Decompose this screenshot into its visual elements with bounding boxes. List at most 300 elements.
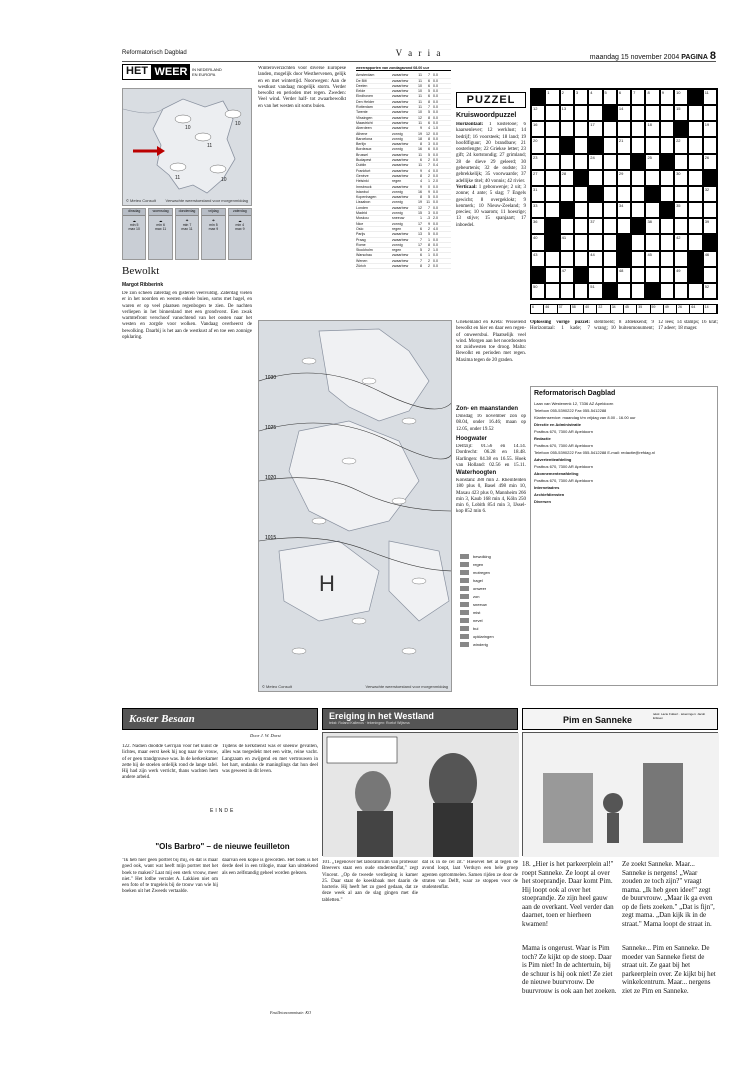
crossword-block (603, 283, 617, 299)
colophon-line: Diversen (534, 499, 551, 504)
crossword-cell[interactable] (588, 234, 602, 250)
solution-cell[interactable]: 35 (637, 305, 650, 313)
temperature-row: Den Helder zwaarbew 11 8 0.0 (356, 100, 451, 105)
colophon-line: Archiefdiensten (534, 492, 565, 497)
crossword-cell[interactable]: 37 (588, 218, 602, 234)
crossword-cell[interactable] (545, 121, 559, 137)
crossword-cell[interactable] (631, 234, 645, 250)
temperature-row: Vlissingen zwaarbew 12 8 0.0 (356, 116, 451, 121)
crossword-cell[interactable] (560, 283, 574, 299)
crossword-cell[interactable] (688, 283, 702, 299)
crossword-cell[interactable] (674, 251, 688, 267)
pim-text2: Mama is ongerust. Waar is Pim toch? Ze kijkt op de stoep. Daar is Pim niet! In de achtertuin, bij de schuur is hij ook niet! Ze ziet de nieuwe buurvrouw. De buurvrouw is ook aan het zoeken. (522, 944, 617, 995)
solution-cell[interactable]: 40 (584, 305, 597, 313)
crossword-cell[interactable]: 2 (560, 89, 574, 105)
crossword-cell[interactable]: 11 (703, 89, 717, 105)
crossword-cell[interactable] (688, 121, 702, 137)
crossword-cell[interactable]: 16 (531, 121, 545, 137)
crossword-cell[interactable]: 20 (531, 137, 545, 153)
crossword-block (560, 202, 574, 218)
solution-cell[interactable]: 14 (704, 305, 717, 313)
crossword-cell[interactable]: 52 (703, 283, 717, 299)
crossword-cell[interactable] (617, 121, 631, 137)
isobar-label: 1020 (265, 475, 277, 481)
colophon-line: Advertentieafdeling (534, 457, 572, 462)
crossword-cell[interactable] (688, 154, 702, 170)
solution-cell[interactable]: 58 (571, 305, 584, 313)
crossword-cell[interactable] (560, 218, 574, 234)
crossword-cell[interactable] (688, 234, 702, 250)
forecast-day-3: donderdag ☂ min 7 max 11 (175, 208, 199, 260)
crossword-cell[interactable] (674, 283, 688, 299)
forecast-day-1: dinsdag ☁ min 5 max 10 (122, 208, 146, 260)
strip-text2: dat ik in de cel zit." Hiesevel het al tegen de avond loopt, laat Verduyn een hele groep agenten optrommelen. Samen rijden ze door de straten van Delft, waar ze stoppen voor de studentenflat. (422, 860, 518, 891)
pim-text1: 18. „Hier is het parkeerplein al!" roept Sanneke. Ze loopt al over het stoeprandje. Daar komt Pim. Hij loopt ook al over het stoeprandje. Ze zijn heel gauw aan de overkant. Veel verder dan daarnet, toen er hierheen kwamen! (522, 860, 614, 928)
crossword-cell[interactable]: 21 (617, 137, 631, 153)
puzzle-clues: Horizontaal: 1 kostelooe; 6 kaarsenlever; 12 werklust; 14 bedrijf; 16 voorsteek; 18 land; 19 hoofdfiguur; 20 brandbare; 21 oosterlengte; 22 Griekse letter; 23 gift; 24 kortstondig; 27 grimland; 28 de dieve 29 geleerd; 30 gebeurtenis; 32 de oudste; 33 gebrekkelijk; 35 voorwaarde; 37 adellijke titel; 40 vonnis; 42 rivier. Verticaal: 1 gebouwenje; 2 uit; 3 zonne; 4 ante; 5 slag; 7 Engels gewicht; 8 overgeklokt; 9 kenmerk; 10 Nieuw-Zeeland; 9 precies; 10 waarom; 11 hoesrige; 13 stijve; 15 spanjaart; 17 inboedel. (456, 122, 526, 228)
crossword-block (688, 267, 702, 283)
temperature-row: Zürich zwaarbew 8 2 0.0 (356, 264, 451, 269)
day-forecast-row (122, 208, 252, 260)
crossword-cell[interactable] (545, 154, 559, 170)
temperature-row: Athene zonnig 19 12 0.0 (356, 132, 451, 137)
temperature-row: Moskou sneeuw 1 -3 2.0 (356, 216, 451, 221)
crossword-cell[interactable] (545, 105, 559, 121)
crossword-cell[interactable] (603, 202, 617, 218)
solution-cell[interactable]: 6 (531, 305, 544, 313)
crossword-cell[interactable]: 12 (531, 105, 545, 121)
crossword-cell[interactable] (631, 170, 645, 186)
crossword-cell[interactable] (545, 170, 559, 186)
crossword-cell[interactable] (617, 154, 631, 170)
crossword-cell[interactable] (631, 202, 645, 218)
svg-text:11: 11 (175, 175, 181, 181)
temperature-row: Warschau zwaarbew 6 1 0.0 (356, 253, 451, 258)
crossword-cell[interactable]: 42 (674, 234, 688, 250)
temperature-row: Oslo regen 6 2 4.0 (356, 227, 451, 232)
crossword-cell[interactable]: 34 (617, 202, 631, 218)
svg-text:11: 11 (207, 143, 213, 149)
crossword-cell[interactable] (688, 170, 702, 186)
crossword-cell[interactable] (631, 121, 645, 137)
temperature-row: Rome zonnig 17 8 0.0 (356, 243, 451, 248)
temperature-row: Barcelona zonnig 18 8 0.0 (356, 137, 451, 142)
crossword-cell[interactable] (560, 186, 574, 202)
crossword-cell[interactable] (574, 202, 588, 218)
colophon-line: Redactie (534, 436, 551, 441)
crossword-cell[interactable] (703, 137, 717, 153)
crossword-cell[interactable] (603, 267, 617, 283)
crossword-cell[interactable] (660, 186, 674, 202)
temperature-row: Berlijn zwaarbew 8 3 0.0 (356, 142, 451, 147)
netherlands-weather-map (122, 88, 252, 206)
pim-text3: Ze zoekt Sanneke. Maar... Sanneke is nergens! „Waar zouden ze toch zijn?" vraagt mama. „Ik heb geen idee!" zegt de buurvrouw. „Maar ik ga even op de fiets zoeken." „Dat is fijn", zegt mama. „Dan kijk ik in de straat." Mama loopt de straat in. (622, 860, 715, 928)
crossword-cell[interactable] (660, 121, 674, 137)
temperature-row: Rotterdam zwaarbew 11 7 0.0 (356, 105, 451, 110)
feuilleton-col1: "Ik heb hier geen portret bij mij, en dat is maar goed ook, want wat heeft mijn portret met het boek te maken? Laat mij een sterk vrouw, meer niet." Het lotlbe verralet A. Lakkien niet om een foto of te trugeleis bij de trouw van wie hij boeken uit het Zweeds vertaalde. (122, 858, 218, 895)
ww-text: Konstanz 380 min 2. Rheinfelden 180 plus 0, Basel 498 min 10, Maxau 423 plus 0, Mannheim 266 min 3, Kaub 168 min 4, Köln 250 min 6, Lobith 854 min 3, IJssel-kop 852 min 6. (456, 478, 526, 515)
crossword-cell[interactable] (545, 251, 559, 267)
crossword-cell[interactable] (631, 137, 645, 153)
solution-cell[interactable]: 22 (597, 305, 610, 313)
crossword-cell[interactable] (588, 267, 602, 283)
weather-legend: bewolking regen motregen hagel onweer zon sneeuw mist nevel bui opklaringen winderig (456, 552, 526, 648)
weather-heading: Bewolkt (122, 265, 160, 277)
crossword-cell[interactable] (545, 267, 559, 283)
crossword-cell[interactable]: 29 (617, 170, 631, 186)
svg-text:10: 10 (221, 177, 227, 183)
crossword-block (588, 137, 602, 153)
crossword-cell[interactable] (560, 121, 574, 137)
temperature-row: Bordeaux zonnig 16 6 0.0 (356, 147, 451, 152)
europe-weather-map (258, 320, 452, 692)
crossword-cell[interactable]: 5 (603, 89, 617, 105)
crossword-cell[interactable] (603, 186, 617, 202)
crossword-cell[interactable] (617, 186, 631, 202)
colophon (530, 386, 718, 686)
crossword-cell[interactable]: 45 (645, 251, 659, 267)
temperature-row: Londen zwaarbew 12 7 0.0 (356, 206, 451, 211)
crossword-cell[interactable] (645, 202, 659, 218)
colophon-line: Postbus 670, 7300 AR Apeldoorn (534, 478, 593, 483)
temperature-row: Maastricht zwaarbew 11 6 0.0 (356, 121, 451, 126)
weather-byline: Margot Ribberink (122, 282, 164, 288)
temperature-row: Genève zwaarbew 8 2 0.0 (356, 174, 451, 179)
crossword-cell[interactable] (631, 186, 645, 202)
crossword-cell[interactable] (688, 202, 702, 218)
newspaper-name: Reformatorisch Dagblad (122, 50, 187, 56)
crossword-cell[interactable]: 8 (645, 89, 659, 105)
crossword-cell[interactable] (574, 234, 588, 250)
solution-cell[interactable]: 59 (651, 305, 664, 313)
crossword-cell[interactable] (545, 137, 559, 153)
koster-banner: Koster Besaan (122, 708, 318, 730)
strip-text1: 101. „Tegenover het laboratorium van professor Breevers staat een oude studentenflat," zegt Vincent. „Op de tweede verdieping is kamer 25. Daar staat de koeskbaak met daarin de bacterie. Hij heeft het zo goed gedaan, dat ze deze week al aan de slag gingen met die tabletten." (322, 860, 418, 903)
feuilleton-credit: Feuilletoncommissie: KO (270, 1010, 311, 1015)
high-pressure-label: H (319, 571, 335, 596)
crossword-cell[interactable] (631, 283, 645, 299)
solution-cell[interactable]: 45 (624, 305, 637, 313)
crossword-cell[interactable]: 17 (588, 121, 602, 137)
crossword-cell[interactable] (603, 251, 617, 267)
crossword-cell[interactable] (617, 283, 631, 299)
crossword-cell[interactable] (560, 251, 574, 267)
crossword-cell[interactable] (603, 170, 617, 186)
solution-strip (530, 304, 718, 314)
crossword-cell[interactable]: 14 (617, 105, 631, 121)
crossword-block (603, 105, 617, 121)
crossword-block (574, 170, 588, 186)
crossword-cell[interactable]: 4 (588, 89, 602, 105)
crossword-cell[interactable] (674, 186, 688, 202)
crossword-cell[interactable] (574, 251, 588, 267)
temperature-row: Twente zwaarbew 10 5 0.0 (356, 110, 451, 115)
svg-text:10: 10 (235, 121, 241, 127)
crossword-block (631, 218, 645, 234)
crossword-cell[interactable] (631, 251, 645, 267)
crossword-cell[interactable] (674, 154, 688, 170)
crossword-block (688, 89, 702, 105)
crossword-cell[interactable]: 25 (645, 154, 659, 170)
pim-text4: Sanneke... Pim en Sanneke. De moeder van Sanneke fietst de straat uit. Ze gaat bij het parkeerplein over. Ze kijkt bij het winkelcentrum. Maar... nergens ziet ze Pim en Sanneke. (622, 944, 716, 995)
crossword-cell[interactable]: 32 (703, 186, 717, 202)
temperature-row: De Bilt zwaarbew 11 6 0.0 (356, 79, 451, 84)
solution-cell[interactable]: 34 (611, 305, 624, 313)
crossword-cell[interactable]: 31 (531, 186, 545, 202)
crossword-cell[interactable]: 51 (588, 283, 602, 299)
temperature-row: Praag zwaarbew 7 1 0.0 (356, 238, 451, 243)
strip-panel (322, 732, 518, 856)
crossword-block (645, 186, 659, 202)
crossword-cell[interactable] (617, 218, 631, 234)
crossword-cell[interactable]: 41 (560, 234, 574, 250)
crossword-block (545, 218, 559, 234)
temperature-row: Nice zonnig 17 9 0.0 (356, 222, 451, 227)
crossword-cell[interactable]: 30 (674, 170, 688, 186)
sun-title: Zon- en maanstanden (456, 406, 519, 412)
crossword-cell[interactable] (603, 137, 617, 153)
crossword-cell[interactable]: 43 (531, 251, 545, 267)
weather-intro: De zon scheen zaterdag en gisteren veelvuldig. Zaterdag vielen er in het noorden en westen enkele buien, soms met hagel, en waren er op veel plaatsen regenbogen te zien. De nachten verliepen in het binnenland met een grondvorst. Een zwak warmtefront verschoof vanochtend van het oosten naar het westen en zorgde voor wolken. Vandaag overheerst de bewolking. Daarbij is het aan de westkust af en toe een zonnige opklaring. (122, 291, 252, 341)
crossword-cell[interactable] (603, 234, 617, 250)
crossword-cell[interactable] (660, 251, 674, 267)
crossword-cell[interactable] (645, 234, 659, 250)
crossword-cell[interactable]: 15 (674, 105, 688, 121)
strip-banner: Ereiging in het Westland tekst: Roland Kallenos · tekeningen: Roelof Wijtsma (322, 708, 518, 730)
temperature-row: Budapest zwaarbew 6 2 0.0 (356, 158, 451, 163)
crossword-cell[interactable]: 36 (531, 218, 545, 234)
temperature-row: Eindhoven zwaarbew 11 6 0.0 (356, 94, 451, 99)
crossword-cell[interactable] (660, 283, 674, 299)
crossword-block (688, 251, 702, 267)
temperature-row: Lissabon zonnig 19 11 0.0 (356, 200, 451, 205)
europe-map-credit: © Meteo Consult (262, 684, 292, 689)
crossword-cell[interactable] (574, 121, 588, 137)
section-title: V a r i a (395, 48, 443, 58)
crossword-cell[interactable] (545, 283, 559, 299)
crossword-cell[interactable]: 6 (617, 89, 631, 105)
crossword-cell[interactable]: 33 (531, 202, 545, 218)
temperature-row: Kopenhagen zwaarbew 8 5 0.0 (356, 195, 451, 200)
crossword-cell[interactable] (574, 105, 588, 121)
temperature-row: Eelde zwaarbew 10 5 0.0 (356, 89, 451, 94)
feuilleton-title: "Ols Barbro" – de nieuwe feuilleton (155, 842, 290, 851)
crossword-cell[interactable] (688, 137, 702, 153)
crossword-block (660, 154, 674, 170)
crossword-cell[interactable]: 48 (617, 267, 631, 283)
crossword-grid[interactable] (530, 88, 718, 300)
weather-europe-text: Winteroverzichten voor diverse Europese landen, mogelijk door Westhervenen, gelijk en en met wintertijd. Noorwegen: Aan de westkust vandaag mogelijk storm. Verder bewolkt en perioden met regen. Zweden: Veel wind. Verder half- tot zwaarbewolkt en van het westen uit soms buien. (258, 66, 346, 109)
map-caption: Verwachte weerstoestand voor morgenmiddag (165, 198, 248, 203)
svg-text:10: 10 (185, 125, 191, 131)
crossword-cell[interactable] (603, 218, 617, 234)
crossword-cell[interactable]: 40 (531, 234, 545, 250)
temperature-row: Madrid zonnig 15 3 0.0 (356, 211, 451, 216)
crossword-block (660, 202, 674, 218)
crossword-cell[interactable] (645, 105, 659, 121)
crossword-cell[interactable]: 47 (560, 267, 574, 283)
crossword-cell[interactable] (603, 121, 617, 137)
crossword-cell[interactable] (645, 267, 659, 283)
temperature-row: Aberdeen zwaarbew 9 4 1.0 (356, 126, 451, 131)
crossword-cell[interactable] (574, 218, 588, 234)
puzzle-solution: Oplossing vorige puzzel: Horizontaal: 1 kade; 7 stemtoeld; 8 afdekkend; 9 wrang; 10 buitenmonument; 12 lees; 14 stamps; 16 krat; 17 adeer; 18 mager. (530, 320, 718, 332)
crossword-cell[interactable] (631, 267, 645, 283)
crossword-cell[interactable]: 44 (588, 251, 602, 267)
crossword-block (588, 186, 602, 202)
crossword-block (560, 137, 574, 153)
temperature-row: Parijs zwaarbew 13 5 0.0 (356, 232, 451, 237)
forecast-day-5: zaterdag ☁ min 4 max 9 (228, 208, 252, 260)
koster-col2: Tijdens de kerkdienst was er sneeuw gevallen, alles was toegedekt met een witte, reine vacht. Langzaam en zwijgend en met vertrouwen in het hart, ondanks de maninglings dat hun deel was geweest in dit leven. (222, 744, 318, 775)
crossword-block (574, 267, 588, 283)
puzzle-logo: PUZZEL (456, 92, 526, 108)
pim-panel (522, 732, 718, 856)
crossword-cell[interactable] (603, 154, 617, 170)
crossword-cell[interactable]: 10 (674, 89, 688, 105)
crossword-cell[interactable] (574, 186, 588, 202)
crossword-cell[interactable] (560, 154, 574, 170)
crossword-cell[interactable] (574, 283, 588, 299)
temperature-row: Wenen zwaarbew 7 2 0.0 (356, 259, 451, 264)
weather-logo: HET WEER IN NEDERLAND EN EUROPA (122, 64, 202, 86)
colophon-line: Postbus 670, 7300 AR Apeldoorn (534, 429, 593, 434)
crossword-cell[interactable]: 19 (703, 121, 717, 137)
isobar-label: 1030 (265, 375, 277, 381)
crossword-cell[interactable]: 46 (703, 251, 717, 267)
crossword-block (531, 267, 545, 283)
crossword-cell[interactable]: 18 (645, 121, 659, 137)
puzzle-title: Kruiswoordpuzzel (456, 112, 517, 119)
crossword-cell[interactable] (660, 234, 674, 250)
temperature-row: Brussel zwaarbew 11 5 0.0 (356, 153, 451, 158)
solution-cell[interactable]: 49 (664, 305, 677, 313)
solution-cell[interactable]: 26 (677, 305, 690, 313)
crossword-cell[interactable]: 38 (645, 218, 659, 234)
temperature-row: Deelen zwaarbew 10 6 0.0 (356, 84, 451, 89)
europe-map-caption: Verwachte weerstoestand voor morgenmiddag (365, 684, 448, 689)
solution-cell[interactable]: 64 (690, 305, 703, 313)
temperature-row: Dublin zwaarbew 11 7 0.4 (356, 163, 451, 168)
page-info: maandag 15 november 2004 PAGINA 8 (589, 50, 716, 62)
crossword-block (703, 170, 717, 186)
crossword-cell[interactable]: 49 (674, 267, 688, 283)
crossword-cell[interactable] (660, 105, 674, 121)
hw-text: Delfzijl: 01.56 en 14.14. Dordrecht: 06.28 en 18.48. Harlingen: 04.38 en 16.55. Hoek van Holland: 02.56 en 15.11. (456, 444, 526, 466)
crossword-cell[interactable] (688, 218, 702, 234)
crossword-cell[interactable] (588, 202, 602, 218)
crossword-cell[interactable]: 7 (631, 89, 645, 105)
crossword-cell[interactable]: 27 (531, 170, 545, 186)
crossword-cell[interactable]: 23 (531, 154, 545, 170)
crossword-block (674, 121, 688, 137)
colophon-line: Telefoon 055-5390222 Fax 055-5412288 E-mail: redactie@refdag.nl (534, 450, 655, 455)
crossword-cell[interactable] (645, 170, 659, 186)
crossword-cell[interactable] (703, 105, 717, 121)
crossword-cell[interactable] (660, 218, 674, 234)
crossword-cell[interactable]: 28 (560, 170, 574, 186)
map-credit: © Meteo Consult (126, 198, 156, 203)
temperature-row: Helsinki regen 4 1 2.0 (356, 179, 451, 184)
crossword-block (617, 234, 631, 250)
temperature-row: Istanbul zonnig 16 9 0.0 (356, 190, 451, 195)
crossword-cell[interactable] (588, 105, 602, 121)
crossword-cell[interactable] (588, 170, 602, 186)
forecast-day-2: woensdag ☁ min 6 max 11 (148, 208, 172, 260)
crossword-cell[interactable] (660, 170, 674, 186)
crossword-cell[interactable] (545, 202, 559, 218)
colophon-line: Klantenservice: maandag t/m vrijdag van 8.00 - 16.00 uur (534, 415, 636, 420)
crossword-cell[interactable] (631, 105, 645, 121)
crossword-block (531, 89, 545, 105)
crossword-cell[interactable] (688, 186, 702, 202)
isobar-label: 1025 (265, 425, 277, 431)
crossword-cell[interactable]: 35 (674, 202, 688, 218)
crossword-cell[interactable] (645, 137, 659, 153)
crossword-cell[interactable] (703, 267, 717, 283)
crossword-cell[interactable] (703, 202, 717, 218)
isobar-label: 1015 (265, 535, 277, 541)
crossword-cell[interactable]: 13 (560, 105, 574, 121)
sun-moon-section (456, 406, 526, 696)
crossword-cell[interactable] (660, 137, 674, 153)
crossword-block (645, 283, 659, 299)
colophon-line: Directie en Administratie (534, 422, 581, 427)
crossword-cell[interactable] (574, 137, 588, 153)
colophon-line: Postbus 670, 7300 AR Apeldoorn (534, 464, 593, 469)
crossword-cell[interactable]: 26 (703, 154, 717, 170)
colophon-line: Abonnementenafdeling (534, 471, 579, 476)
page-header (122, 48, 716, 62)
einde-label: EINDE (210, 808, 236, 814)
hw-title: Hoogwater (456, 436, 488, 442)
crossword-block (631, 154, 645, 170)
crossword-cell[interactable]: 24 (588, 154, 602, 170)
crossword-cell[interactable]: 1 (545, 89, 559, 105)
temperature-row: Amsterdam zwaarbew 11 7 0.0 (356, 73, 451, 78)
europe-side-text: Griekenland en Kreta: Wisselend bewolkt en hier en daar een regen- of onweersbui. Plaatselijk veel wind. Morgen aan het noordoosten tot zuidwesten toe droog. Malta: Bewolkt en perioden met regen. Maxima tegen de 20 graden. (456, 320, 526, 363)
feuilleton-col2: daarvan een kopie is geworden. Het boek is het derde deel in een trilogie, maar kan uitstekend als een zelfstandig geheel worden gelezen. (222, 858, 318, 876)
colophon-line: Telefoon 055-5390222 Fax 055-5412288 (534, 408, 607, 413)
sun-text: Dinsdag 16 november zon op 08.04, onder 16.46; maan op 12.05, onder 19.52 (456, 414, 526, 432)
crossword-cell[interactable] (660, 267, 674, 283)
solution-cell[interactable]: 37 (558, 305, 571, 313)
crossword-cell[interactable]: 9 (660, 89, 674, 105)
colophon-line: Laan van Westenenk 12, 7336 AZ Apeldoorn (534, 401, 614, 406)
crossword-cell[interactable]: 22 (674, 137, 688, 153)
forecast-day-4: vrijdag ☂ min 5 max 9 (201, 208, 225, 260)
crossword-cell[interactable] (545, 186, 559, 202)
crossword-block (617, 251, 631, 267)
colophon-title: Reformatorisch Dagblad (534, 390, 616, 397)
ww-title: Waterhoogten (456, 470, 497, 476)
colophon-line: Internetadres (534, 485, 560, 490)
crossword-cell[interactable] (688, 105, 702, 121)
temperature-row: Frankfurt zwaarbew 9 4 0.0 (356, 169, 451, 174)
crossword-block (703, 234, 717, 250)
crossword-cell[interactable] (574, 154, 588, 170)
crossword-cell[interactable]: 50 (531, 283, 545, 299)
crossword-block (545, 234, 559, 250)
colophon-line: Postbus 670, 7300 AR Apeldoorn (534, 443, 593, 448)
solution-cell[interactable]: 46 (544, 305, 557, 313)
temperature-table: weerrapporten van zondagavond 08.00 uur Amsterdam zwaarbew 11 7 0.0 De Bilt zwaarbew 11 6 0.0 Deelen zwaarbew 10 6 0.0 Eelde zwaarbew 10 5 0.0 Eindhoven zwaarbew 11 6 0.0 Den Helder zwaarbew 11 8 0.0 Rotterdam zwaarbew 11 7 0.0 Twente zwaarbew 10 5 0.0 Vlissingen zwaarbew 12 8 0.0 Maastricht zwaarbew 11 6 0.0 Aberdeen zwaarbew 9 4 1.0 Athene zonnig 19 12 0.0 Barcelona zonnig 18 8 0.0 Berlijn zwaarbew 8 3 0.0 Bordeaux zonnig 16 6 0.0 Brussel zwaarbew 11 5 0.0 Budapest zwaarbew 6 2 0.0 Dublin zwaarbew 11 7 0.4 Frankfurt zwaarbew 9 4 0.0 Genève zwaarbew 8 2 0.0 Helsinki regen 4 1 2.0 Innsbruck zwaarbew 9 0 0.0 Istanbul zonnig 16 9 0.0 Kopenhagen zwaarbew 8 5 0.0 Lissabon zonnig 19 11 0.0 Londen zwaarbew 12 7 0.0 Madrid zonnig 15 3 0.0 Moskou sneeuw 1 -3 2.0 Nice zonnig 17 9 0.0 Oslo regen 6 2 4.0 Parijs zwaarbew 13 5 0.0 Praag zwaarbew 7 1 0.0 Rome zonnig 17 8 0.0 Stockholm regen 5 2 1.0 Warschau zwaarbew 6 1 0.0 Wenen zwaarbew 7 2 0.0 Zürich zwaarbew 8 2 0.0 (356, 66, 451, 316)
pim-banner: Pim en Sanneke tekst: Lacie Folkert · tekeningen: Jacob Eriksen (522, 708, 718, 730)
crossword-cell[interactable]: 39 (703, 218, 717, 234)
temperature-row: Innsbruck zwaarbew 9 0 0.0 (356, 185, 451, 190)
crossword-cell[interactable]: 3 (574, 89, 588, 105)
crossword-cell[interactable] (674, 218, 688, 234)
